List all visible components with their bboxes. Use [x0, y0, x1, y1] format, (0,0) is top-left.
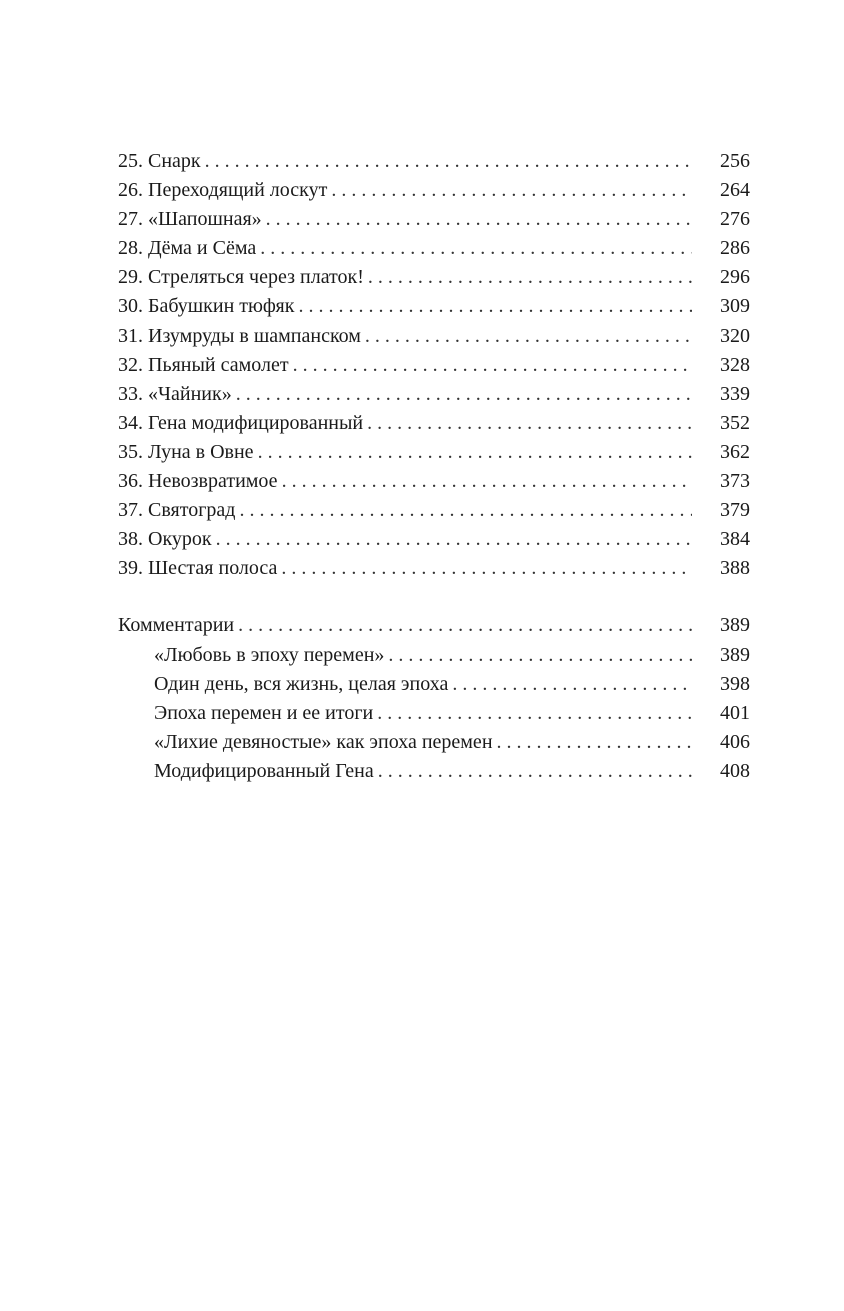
toc-entry[interactable] [118, 234, 750, 263]
toc-subentry[interactable] [118, 641, 750, 670]
entry-title: 26. Переходящий лоскут [118, 179, 328, 202]
entry-title: 33. «Чайник» [118, 382, 232, 405]
dot-leader [260, 234, 692, 263]
entry-title: 29. Стреляться через платок! [118, 266, 364, 289]
entry-title: 31. Изумруды в шампанском [118, 324, 361, 347]
toc-entry[interactable] [118, 438, 750, 467]
entry-page: 264 [720, 179, 750, 202]
dot-leader [216, 525, 692, 554]
dot-leader [367, 409, 692, 438]
entry-page: 256 [720, 150, 750, 172]
entry-title: 36. Невозвратимое [118, 470, 278, 493]
toc-entry[interactable] [118, 351, 750, 380]
entry-title: Один день, вся жизнь, целая эпоха [154, 672, 449, 695]
entry-title: Эпоха перемен и ее итоги [154, 701, 374, 724]
dot-leader [298, 292, 692, 321]
entry-page: 276 [720, 208, 750, 231]
section-spacer [118, 583, 750, 611]
toc-subentry[interactable] [118, 757, 750, 786]
entry-title: «Лихие девяностые» как эпоха перемен [154, 730, 493, 753]
entry-title: 27. «Шапошная» [118, 208, 262, 231]
entry-title: 30. Бабушкин тюфяк [118, 295, 295, 318]
entry-title: 38. Окурок [118, 528, 212, 551]
dot-leader [497, 728, 692, 757]
dot-leader [281, 554, 692, 583]
toc-entry[interactable] [118, 263, 750, 292]
entry-page: 362 [720, 440, 750, 463]
toc-entry[interactable] [118, 176, 750, 205]
entry-page: 309 [720, 295, 750, 318]
toc-entry[interactable] [118, 409, 750, 438]
toc-entry[interactable] [118, 147, 750, 176]
entry-title: 37. Святоград [118, 499, 236, 522]
toc-entry[interactable] [118, 205, 750, 234]
entry-page: 408 [720, 759, 750, 782]
entry-title: 32. Пьяный самолет [118, 353, 289, 376]
dot-leader [205, 147, 692, 176]
dot-leader [378, 757, 692, 786]
entry-page: 296 [720, 266, 750, 289]
dot-leader [388, 641, 692, 670]
entry-page: 406 [720, 730, 750, 753]
entry-page: 352 [720, 411, 750, 434]
entry-page: 320 [720, 324, 750, 347]
dot-leader [282, 467, 692, 496]
entry-page: 286 [720, 237, 750, 260]
toc-subentry[interactable] [118, 728, 750, 757]
table-of-contents [118, 147, 750, 786]
dot-leader [293, 351, 692, 380]
toc-entry[interactable] [118, 380, 750, 409]
entry-title: 35. Луна в Овне [118, 440, 254, 463]
dot-leader [236, 380, 692, 409]
toc-entry[interactable] [118, 525, 750, 554]
entry-page: 339 [720, 382, 750, 405]
entry-page: 373 [720, 470, 750, 493]
entry-title: 39. Шестая полоса [118, 557, 278, 580]
toc-entry[interactable] [118, 496, 750, 525]
toc-entry[interactable] [118, 554, 750, 583]
dot-leader [377, 699, 692, 728]
dot-leader [365, 322, 692, 351]
entry-title: Модифицированный Гена [154, 759, 374, 782]
entry-page: 328 [720, 353, 750, 376]
dot-leader [452, 670, 692, 699]
entry-page: 389 [720, 614, 750, 637]
toc-entry[interactable] [118, 467, 750, 496]
dot-leader [238, 611, 692, 640]
entry-page: 388 [720, 557, 750, 580]
dot-leader [266, 205, 692, 234]
dot-leader [258, 438, 692, 467]
entry-page: 398 [720, 672, 750, 695]
toc-entry-comments[interactable] [118, 611, 750, 640]
entry-page: 379 [720, 499, 750, 522]
entry-title: Комментарии [118, 614, 235, 637]
entry-page: 389 [720, 643, 750, 666]
dot-leader [331, 176, 692, 205]
toc-subentry[interactable] [118, 670, 750, 699]
entry-page: 384 [720, 528, 750, 551]
entry-title: 25. Снарк [118, 150, 201, 172]
entry-page: 401 [720, 701, 750, 724]
entry-title: 28. Дёма и Сёма [118, 237, 257, 260]
dot-leader [368, 263, 692, 292]
toc-entry[interactable] [118, 322, 750, 351]
dot-leader [239, 496, 692, 525]
entry-title: 34. Гена модифицированный [118, 411, 364, 434]
toc-subentry[interactable] [118, 699, 750, 728]
entry-title: «Любовь в эпоху перемен» [154, 643, 385, 666]
toc-entry[interactable] [118, 292, 750, 321]
